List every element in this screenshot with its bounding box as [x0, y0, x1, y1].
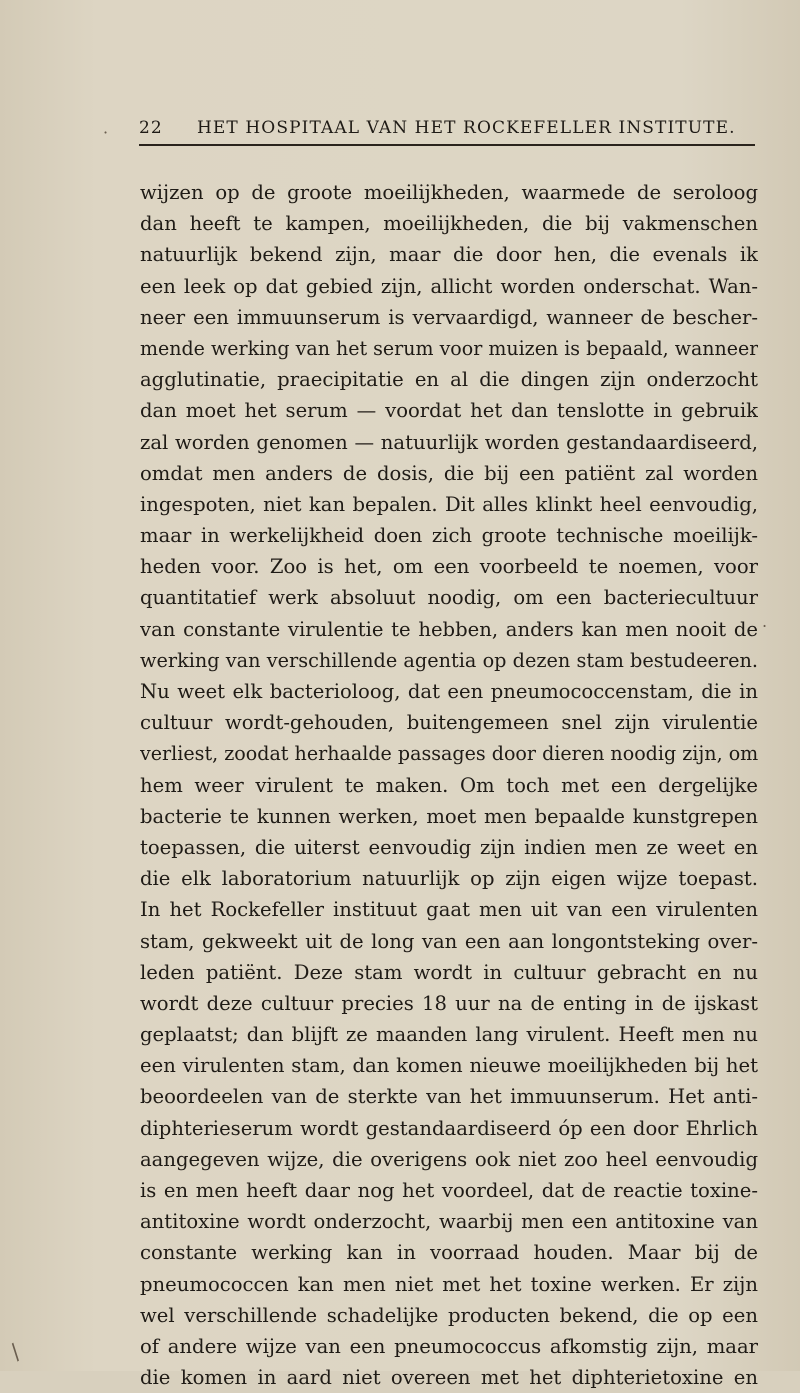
text-line: constante werking kan in voorraad houden. Maar bij de [140, 1241, 758, 1265]
text-line: omdat men anders de dosis, die bij een patiënt zal worden [140, 461, 758, 485]
text-line: die komen in aard niet overeen met het diphterietoxine en [140, 1366, 758, 1390]
text-line: Nu weet elk bacterioloog, dat een pneumococcenstam, die in [140, 680, 758, 703]
text-line: natuurlijk bekend zijn, maar die door hen, die evenals ik [140, 243, 758, 267]
text-line: leden patiënt. Deze stam wordt in cultuur gebracht en nu [140, 960, 758, 984]
text-line: wel verschillende schadelijke producten bekend, die op een [140, 1303, 758, 1327]
print-speck: . [762, 612, 768, 631]
text-line: is en men heeft daar nog het voordeel, dat de reactie toxine- [140, 1179, 758, 1202]
text-line: diphterieserum wordt gestandaardiseerd óp een door Ehrlich [140, 1116, 758, 1140]
text-line: een leek op dat gebied zijn, allicht worden onderschat. Wan- [140, 274, 758, 298]
text-line: aangegeven wijze, die overigens ook niet zoo heel eenvoudig [140, 1147, 758, 1171]
text-line: beoordeelen van de sterkte van het immuunserum. Het anti- [140, 1085, 758, 1109]
text-line: pneumococcen kan men niet met het toxine werken. Er zijn [140, 1272, 758, 1296]
text-line: geplaatst; dan blijft ze maanden lang virulent. Heeft men nu [140, 1023, 758, 1047]
text-line: zal worden genomen — natuurlijk worden gestandaardiseerd, [140, 430, 758, 454]
text-line: maar in werkelijkheid doen zich groote technische moeilijk- [140, 524, 758, 548]
text-line: ingespoten, niet kan bepalen. Dit alles klinkt heel eenvoudig, [140, 492, 758, 516]
text-line: antitoxine wordt onderzocht, waarbij men een antitoxine van [140, 1210, 758, 1234]
page-header [139, 118, 759, 152]
print-speck: · [103, 123, 109, 142]
text-line: verliest, zoodat herhaalde passages door dieren noodig zijn, om [140, 742, 758, 766]
text-line: hem weer virulent te maken. Om toch met een dergelijke [140, 773, 758, 797]
text-line: een virulenten stam, dan komen nieuwe moeilijkheden bij het [140, 1054, 758, 1078]
text-line: dan heeft te kampen, moeilijkheden, die bij vakmenschen [140, 212, 758, 236]
text-line: heden voor. Zoo is het, om een voorbeeld te noemen, voor [140, 555, 758, 579]
text-line: wijzen op de groote moeilijkheden, waarmede de seroloog [140, 181, 758, 204]
text-line: In het Rockefeller instituut gaat men uit van een virulenten [140, 898, 758, 922]
body-text [140, 177, 760, 1393]
page-number: 22 [139, 118, 163, 138]
header-rule [139, 144, 755, 146]
text-line: neer een immuunserum is vervaardigd, wanneer de bescher- [140, 305, 758, 329]
text-line: dan moet het serum — voordat het dan tenslotte in gebruik [140, 399, 758, 423]
text-line: stam, gekweekt uit de long van een aan longontsteking over- [140, 929, 758, 953]
text-line: van constante virulentie te hebben, anders kan men nooit de [140, 617, 758, 641]
text-line: quantitatief werk absoluut noodig, om een bacteriecultuur [140, 586, 758, 610]
text-line: werking van verschillende agentia op dezen stam bestudeeren. [140, 648, 758, 672]
text-line: die elk laboratorium natuurlijk op zijn eigen wijze toepast. [140, 867, 758, 891]
text-line: wordt deze cultuur precies 18 uur na de enting in de ijskast [140, 991, 758, 1015]
page-edge-mark: / [5, 1340, 26, 1365]
text-line: toepassen, die uiterst eenvoudig zijn indien men ze weet en [140, 835, 758, 859]
text-line: agglutinatie, praecipitatie en al die dingen zijn onderzocht [140, 368, 758, 392]
text-line: mende werking van het serum voor muizen is bepaald, wanneer [140, 336, 758, 360]
text-line: cultuur wordt-gehouden, buitengemeen snel zijn virulentie [140, 711, 758, 735]
text-line: of andere wijze van een pneumococcus afkomstig zijn, maar [140, 1334, 758, 1358]
running-title: HET HOSPITAAL VAN HET ROCKEFELLER INSTITUTE. [197, 118, 736, 138]
text-line: bacterie te kunnen werken, moet men bepaalde kunstgrepen [140, 804, 758, 828]
